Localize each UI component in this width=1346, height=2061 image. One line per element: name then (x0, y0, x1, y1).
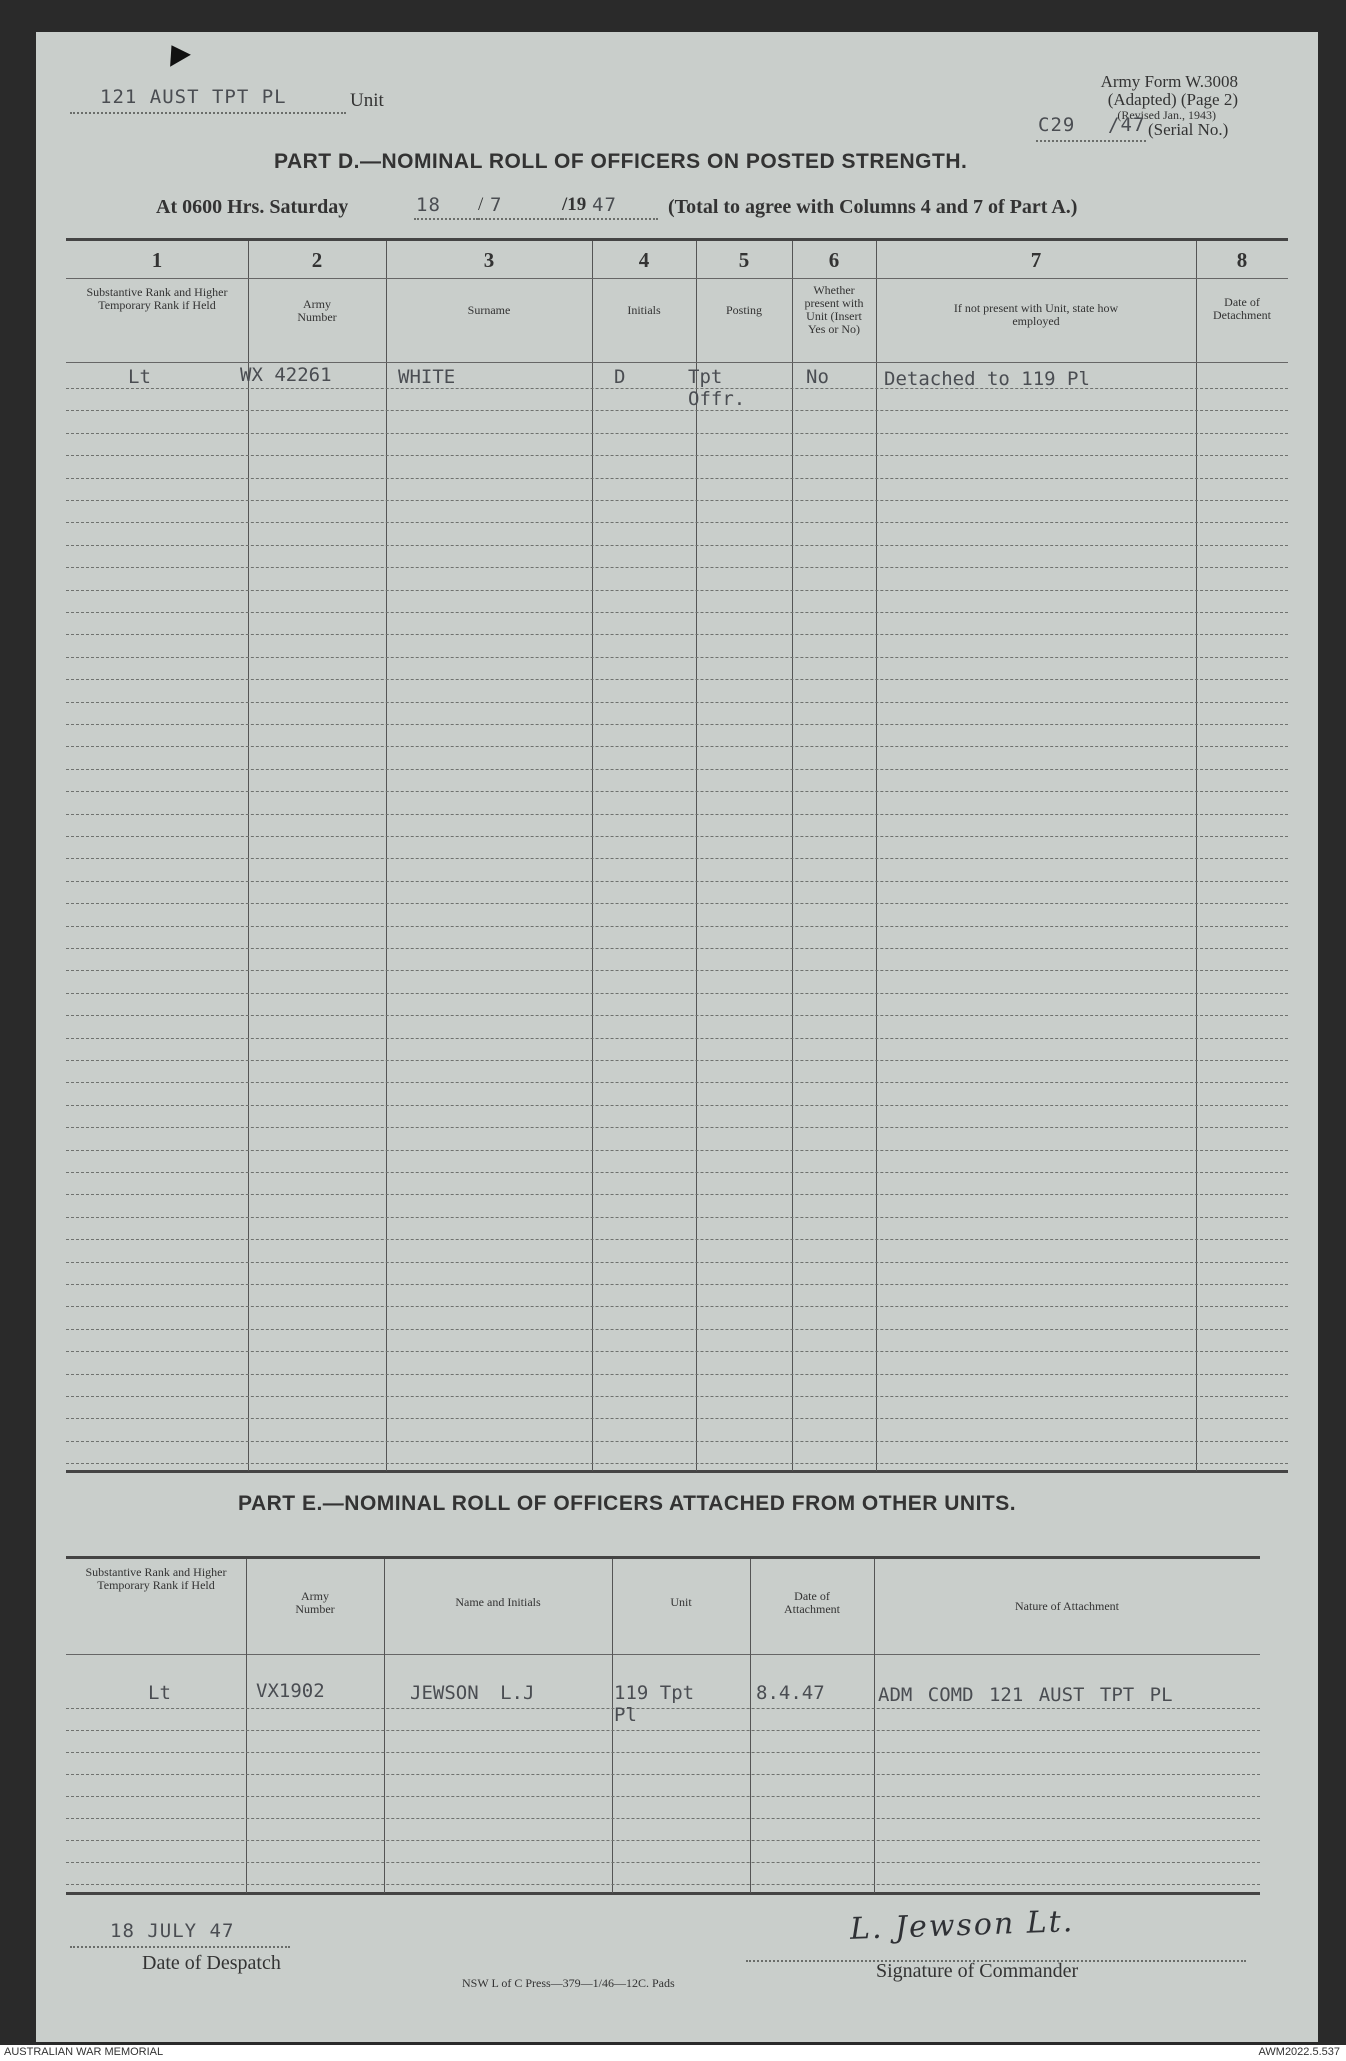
part-d-bottom-rule (66, 1470, 1288, 1473)
ruled-line (66, 769, 1288, 770)
ruled-line (66, 1374, 1288, 1375)
month-field: / 7 (478, 192, 562, 220)
col-num-3: 3 (483, 248, 495, 272)
col-divider (248, 241, 249, 1471)
ruled-line (66, 814, 1288, 815)
day-field (414, 192, 478, 220)
col-num-1: 1 (151, 248, 163, 272)
ruled-line (66, 1351, 1288, 1352)
unit-value: 121 AUST TPT PL (100, 86, 287, 108)
ruled-line (66, 1774, 1260, 1775)
year-suffix: 47 (592, 194, 617, 216)
ruled-line (66, 1194, 1288, 1195)
col-head-surname: Surname (467, 303, 511, 317)
form-revised: (Revised Jan., 1943) (1117, 108, 1216, 122)
ruled-line (66, 1082, 1288, 1083)
ruled-line (66, 612, 1288, 613)
ruled-line (66, 1329, 1288, 1330)
e-head-army-number: Army Number (295, 1589, 335, 1616)
signature-field (746, 1940, 1246, 1962)
ruled-line (66, 836, 1288, 837)
d-initials: D (614, 366, 626, 388)
form-number: Army Form W.3008 (1100, 72, 1238, 91)
at-label: At 0600 Hrs. Saturday (156, 196, 349, 218)
ruled-line (66, 1730, 1260, 1731)
unit-field (70, 86, 346, 114)
ruled-line (66, 679, 1288, 680)
ruled-line (66, 948, 1288, 949)
col-divider (612, 1559, 613, 1893)
ruled-line (66, 433, 1288, 434)
ruled-line (66, 791, 1288, 792)
year-prefix: /19 (562, 194, 587, 215)
col-num-7: 7 (1030, 248, 1042, 272)
col-divider (246, 1559, 247, 1893)
e-date-attached: 8.4.47 (756, 1682, 825, 1704)
day-value: 18 (416, 194, 441, 216)
ruled-line (66, 478, 1288, 479)
col-head-rank: Substantive Rank and Higher Temporary Rank if Held (86, 285, 228, 312)
col-head-detached: Date of Detachment (1213, 295, 1271, 322)
e-head-name: Name and Initials (455, 1595, 541, 1609)
press-note: NSW L of C Press—379—1/46—12C. Pads (462, 1976, 675, 1990)
ruled-line (66, 903, 1288, 904)
commander-signature: L. Jewson Lt. (849, 1904, 1075, 1947)
ruled-line (66, 388, 1288, 389)
ruled-line (66, 410, 1288, 411)
col-divider (750, 1559, 751, 1893)
d-present: No (806, 366, 829, 388)
ruled-line (66, 1884, 1260, 1885)
ruled-line (66, 1463, 1288, 1464)
serial-field (1036, 116, 1146, 142)
ruled-line (66, 858, 1288, 859)
d-army-number: WX 42261 (240, 364, 332, 386)
signature-label: Signature of Commander (876, 1960, 1079, 1982)
year-field (562, 192, 658, 220)
archive-left: AUSTRALIAN WAR MEMORIAL (4, 2046, 164, 2058)
ruled-line (66, 1441, 1288, 1442)
ruled-line (66, 1396, 1288, 1397)
e-nature: ADM COMD 121 AUST TPT PL (878, 1684, 1173, 1706)
ruled-line (66, 1418, 1288, 1419)
ruled-line (66, 1818, 1260, 1819)
col-divider (384, 1559, 385, 1893)
ruled-line (66, 702, 1288, 703)
col-num-4: 4 (638, 248, 650, 272)
corner-mark-icon (161, 39, 191, 67)
ruled-line (66, 746, 1288, 747)
serial-value-2: /47 (1108, 114, 1146, 136)
col-num-8: 8 (1236, 248, 1248, 272)
ruled-line (66, 1262, 1288, 1263)
ruled-line (66, 993, 1288, 994)
e-head-unit: Unit (670, 1595, 692, 1609)
e-rank: Lt (148, 1682, 171, 1704)
col-divider (592, 241, 593, 1471)
ruled-line (66, 545, 1288, 546)
ruled-line (66, 724, 1288, 725)
col-head-employed: If not present with Unit, state how employed (953, 301, 1119, 328)
ruled-line (66, 1796, 1260, 1797)
e-army-number: VX1902 (256, 1680, 325, 1702)
ruled-line (66, 1150, 1288, 1151)
ruled-line (66, 522, 1288, 523)
ruled-line (66, 1060, 1288, 1061)
part-d-title: PART D.—NOMINAL ROLL OF OFFICERS ON POSTED STRENGTH. (274, 150, 968, 173)
ruled-line (66, 1840, 1260, 1841)
col-num-6: 6 (828, 248, 840, 272)
total-note: (Total to agree with Columns 4 and 7 of Part A.) (668, 196, 1078, 218)
ruled-line (66, 455, 1288, 456)
d-surname: WHITE (398, 366, 456, 388)
col-num-2: 2 (311, 248, 323, 272)
ruled-line (66, 1862, 1260, 1863)
archive-right: AWM2022.5.537 (1258, 2046, 1340, 2058)
e-head-nature: Nature of Attachment (1015, 1599, 1119, 1613)
e-head-rank: Substantive Rank and Higher Temporary Rank if Held (85, 1565, 227, 1592)
col-num-5: 5 (738, 248, 750, 272)
e-unit: 119 Tpt Pl (614, 1682, 695, 1726)
ruled-line (66, 657, 1288, 658)
ruled-line (66, 1105, 1288, 1106)
serial-value-1: C29 (1038, 114, 1076, 136)
col-head-army-number: Army Number (297, 297, 337, 324)
serial-label: (Serial No.) (1148, 120, 1229, 139)
ruled-line (66, 1752, 1260, 1753)
month-value: 7 (490, 194, 503, 216)
ruled-line (66, 1239, 1288, 1240)
ruled-line (66, 1217, 1288, 1218)
ruled-line (66, 1015, 1288, 1016)
ruled-line (66, 881, 1288, 882)
col-head-posting: Posting (725, 303, 762, 317)
archive-footer (0, 2045, 1346, 2061)
header-rule (66, 278, 1288, 279)
col-divider (386, 241, 387, 1471)
ruled-line (66, 567, 1288, 568)
part-d-top-rule (66, 238, 1288, 241)
ruled-line (66, 1127, 1288, 1128)
col-divider (876, 241, 877, 1471)
e-head-date-attached: Date of Attachment (784, 1589, 840, 1616)
d-rank: Lt (128, 366, 151, 388)
despatch-date-value: 18 JULY 47 (110, 1920, 235, 1942)
ruled-line (66, 1038, 1288, 1039)
ruled-line (66, 1172, 1288, 1173)
form-adapted: (Adapted) (Page 2) (1107, 90, 1238, 109)
header-rule (66, 362, 1288, 363)
col-head-initials: Initials (627, 303, 661, 317)
ruled-line (66, 1306, 1288, 1307)
ruled-line (66, 634, 1288, 635)
despatch-date-field (70, 1920, 290, 1948)
form-page (36, 32, 1318, 2042)
col-divider (792, 241, 793, 1471)
col-divider (696, 241, 697, 1471)
col-head-present: Whether present with Unit (Insert Yes or No) (804, 283, 864, 336)
despatch-label: Date of Despatch (142, 1952, 281, 1974)
col-divider (1196, 241, 1197, 1471)
ruled-line (66, 1284, 1288, 1285)
e-name: JEWSON L.J (410, 1682, 535, 1704)
d-posting: Tpt Offr. (688, 366, 746, 410)
ruled-line (66, 590, 1288, 591)
d-employed: Detached to 119 Pl (884, 368, 1090, 390)
ruled-line (66, 500, 1288, 501)
unit-label: Unit (350, 90, 384, 111)
ruled-line (66, 926, 1288, 927)
ruled-line (66, 970, 1288, 971)
part-e-title: PART E.—NOMINAL ROLL OF OFFICERS ATTACHED FROM OTHER UNITS. (238, 1492, 1017, 1515)
